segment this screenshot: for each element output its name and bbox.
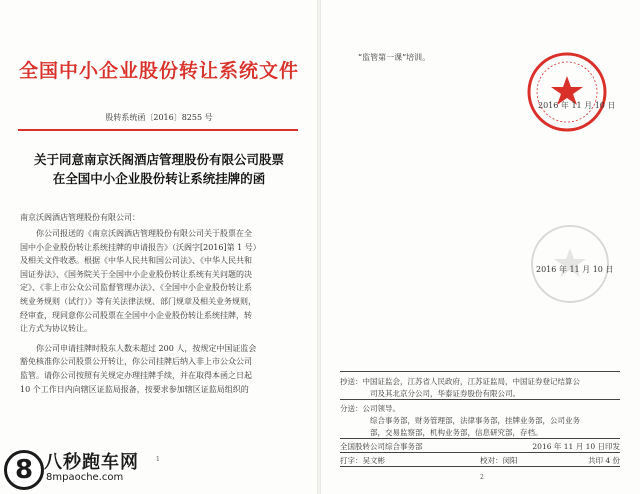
body-line: 定》、《非上市公众公司监督管理办法》、《全国中小企业股份转让系 <box>20 283 252 293</box>
body-line: 国证券法》、《国务院关于全国中小企业股份转让系统有关问题的决 <box>20 269 252 279</box>
copies: 共印 4 份 <box>587 456 620 465</box>
site-watermark <box>0 446 140 494</box>
faint-stamp-date: 2016 年 11 月 10 日 <box>536 265 614 274</box>
body-line: 统业务规则（试行）》等有关法律法规、部门规章及相关业务规则， <box>20 296 256 306</box>
footer-rule-2 <box>340 399 620 400</box>
page-number-2: 2 <box>480 474 484 481</box>
cc-label: 抄送： <box>340 377 363 386</box>
distribute-row <box>340 403 620 414</box>
document-number: 股转系统函〔2016〕8255 号 <box>105 113 213 122</box>
subject-line-2: 在全国中小企业股份转让系统挂牌的函 <box>52 171 266 186</box>
cc-row <box>340 376 620 387</box>
stamp-date: 2016 年 11 月 10 日 <box>538 101 616 110</box>
body-line: 国中小企业股份转让系统挂牌的申请报告》（沃阁字[2016]第 1 号） <box>20 242 261 252</box>
body-line: 你公司申请挂牌时股东人数未超过 200 人，按规定中国证监会 <box>36 343 257 353</box>
addressee: 南京沃阁酒店管理股份有限公司： <box>20 213 140 222</box>
body-line: 监管。请你公司按照有关规定办理挂牌手续，并在取得本函之日起 <box>20 370 252 380</box>
watermark-text: 八秒跑车网 <box>44 452 139 473</box>
red-divider <box>18 129 298 131</box>
body-line: 经审查，现同意你公司股票在全国中小企业股份转让系统挂牌，转 <box>20 310 252 320</box>
official-seal-icon <box>525 50 609 134</box>
body-line: 豁免核准你公司股票公开转让，你公司挂牌后纳入非上市公众公司 <box>20 357 252 367</box>
distribute-label: 分送： <box>340 404 363 413</box>
cc-line-1: 中国证监会，江苏省人民政府，江苏证监局，中国证券登记结算公 <box>362 377 580 386</box>
body-line: 10 个工作日内向辖区证监局报备，按要求参加辖区证监局组织的 <box>20 384 249 394</box>
watermark-logo-icon: 8 <box>4 450 44 490</box>
print-info-row <box>340 455 620 466</box>
distribute-line-2: 综合事务部，财务管理部，法律事务部，挂牌业务部，公司业务 <box>370 416 580 425</box>
footer-rule-bottom <box>340 466 620 467</box>
body-line: 及相关文件收悉。根据《中华人民共和国公司法》、《中华人民共和 <box>20 256 252 266</box>
cc-row-2: 司及其北京分公司，华泰证券股份有限公司。 <box>370 389 520 398</box>
body-line: 你公司报送的《南京沃阁酒店管理股份有限公司关于股票在全 <box>36 229 252 238</box>
proofreader: 校对：闵阳 <box>480 456 518 465</box>
typist: 打字：吴文彬 <box>340 456 385 465</box>
issuer-row <box>340 441 620 452</box>
footer-rule-3 <box>340 438 620 439</box>
issuer: 全国股转公司综合事务部 <box>340 442 423 451</box>
distribute-line-1: 公司领导。 <box>362 404 400 413</box>
letter-subject <box>0 150 318 188</box>
footer-rule-top <box>340 371 620 372</box>
letter-body <box>20 227 304 396</box>
footer-rule-4 <box>340 452 620 453</box>
watermark-url: 8mpaoche.com <box>46 472 124 483</box>
distribute-line-3: 部，交易监察部，机构业务部，信息研究部，存档。 <box>370 428 543 437</box>
continued-text: “监管第一课”培训。 <box>358 53 431 62</box>
subject-line-1: 关于同意南京沃阁酒店管理股份有限公司股票 <box>33 152 284 167</box>
issue-date: 2016 年 11 月 10 日印发 <box>532 442 620 451</box>
page-number-1: 1 <box>156 456 160 463</box>
body-line: 让方式为协议转让。 <box>20 324 92 334</box>
document-title: 全国中小企业股份转让系统文件 <box>18 60 299 82</box>
